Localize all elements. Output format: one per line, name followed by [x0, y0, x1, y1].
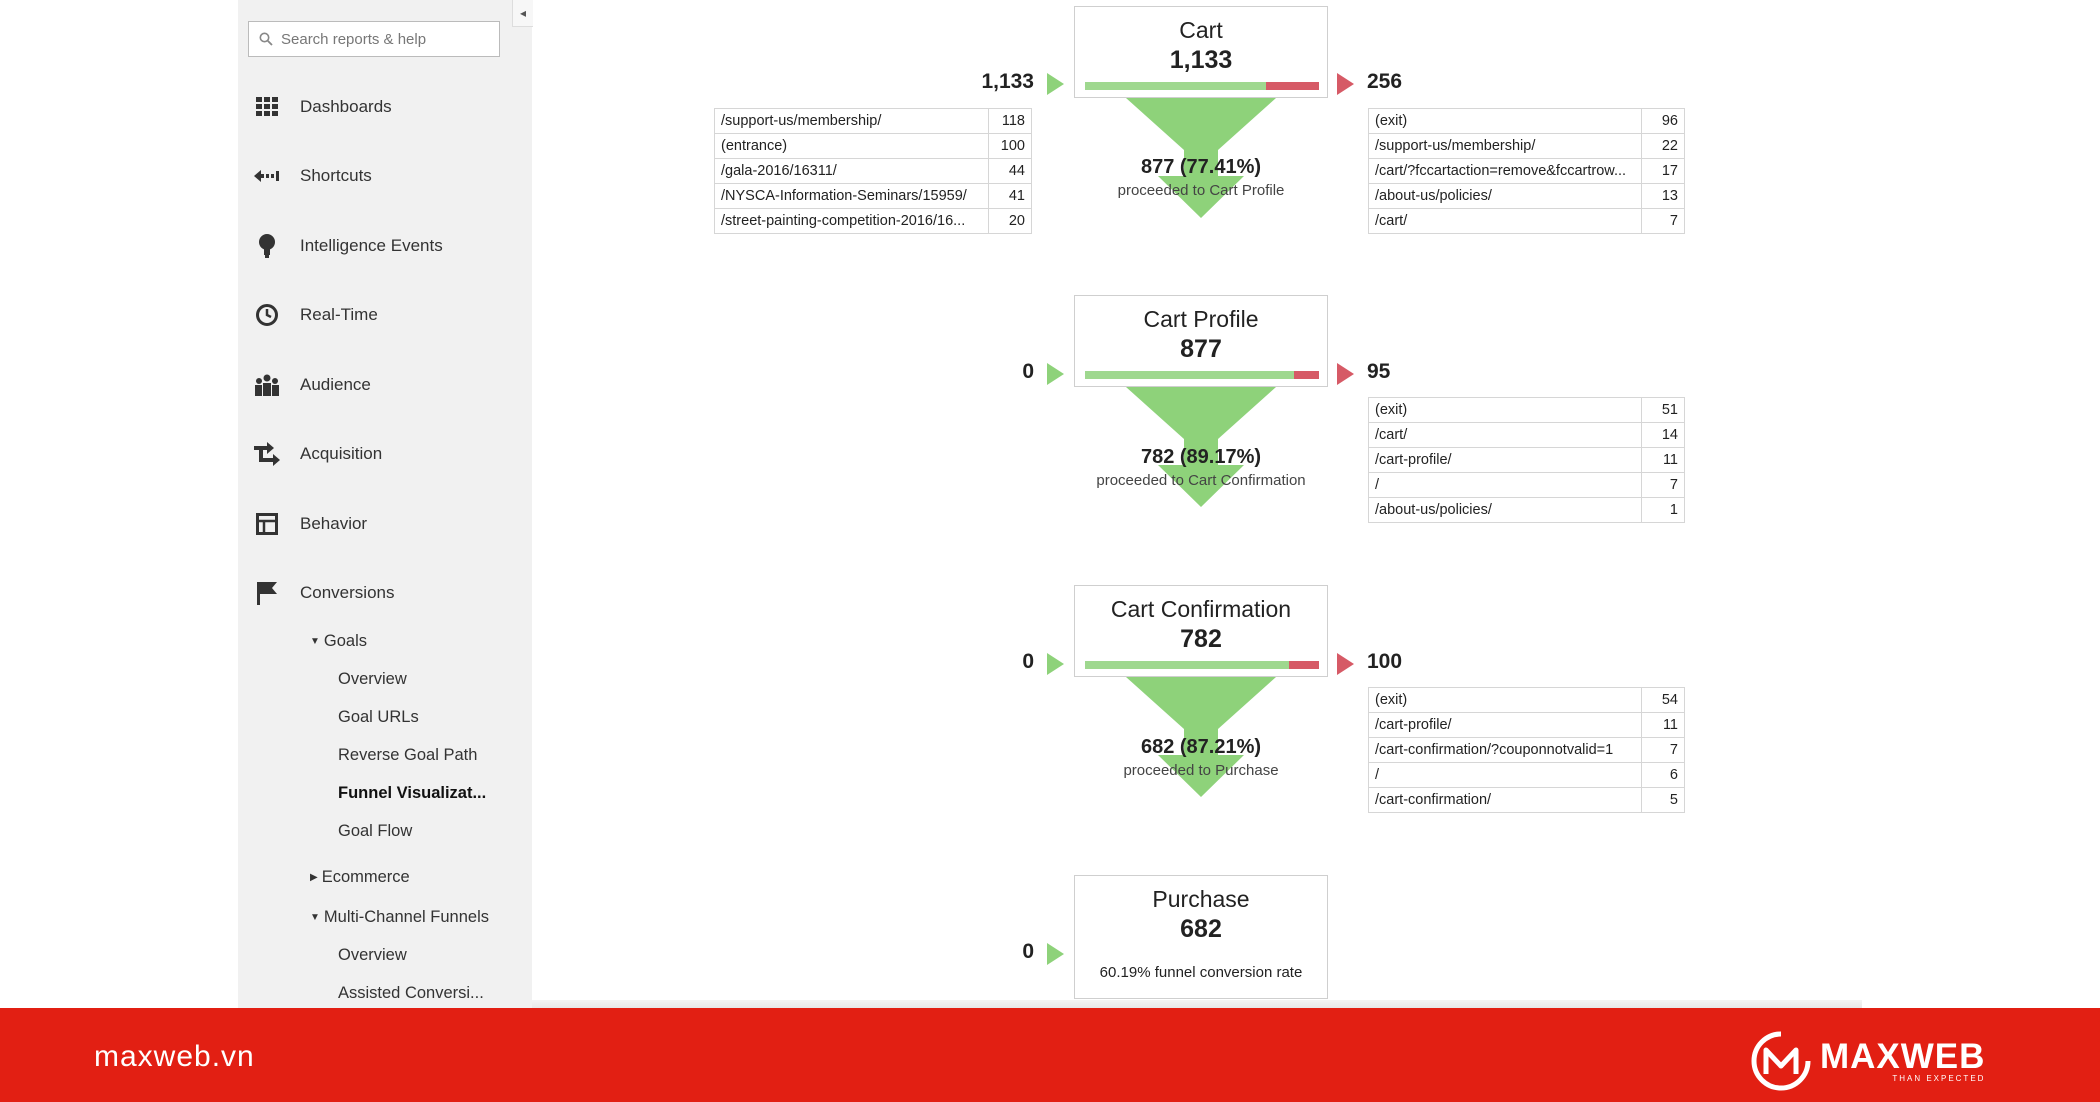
caret-down-icon: ▼	[310, 912, 320, 923]
exit-destinations-table	[1368, 687, 1685, 813]
stage-bar	[1085, 661, 1319, 669]
proceeded-label: proceeded to Cart Confirmation	[1096, 472, 1306, 489]
flag-icon	[254, 580, 280, 606]
stage-bar	[1085, 82, 1319, 90]
stage-bar	[1085, 371, 1319, 379]
stage-entries: 1,133	[981, 70, 1034, 93]
funnel-conversion-rate: 60.19% funnel conversion rate	[1099, 964, 1303, 981]
caret-down-icon: ▼	[310, 636, 320, 647]
entry-page: /street-painting-competition-2016/16...	[715, 209, 989, 234]
layout-icon	[254, 511, 280, 537]
logo-tagline: THAN EXPECTED	[1892, 1073, 1986, 1083]
multichannel-label: Multi-Channel Funnels	[323, 908, 489, 926]
exit-page: /cart-confirmation/	[1369, 788, 1642, 813]
stage-bar-proceed	[1085, 371, 1294, 379]
exit-arrow-icon	[1337, 363, 1354, 385]
goal-urls-link[interactable]: Goal URLs	[338, 708, 419, 726]
entry-page: /gala-2016/16311/	[715, 159, 989, 184]
exit-page: /	[1369, 763, 1642, 788]
stage-entries: 0	[1022, 360, 1034, 383]
stage-exits: 256	[1367, 70, 1403, 93]
goal-flow-link[interactable]: Goal Flow	[338, 822, 413, 840]
stage-name: Cart	[1179, 17, 1223, 43]
footer-banner	[0, 1008, 2100, 1102]
entry-value: 20	[989, 209, 1032, 234]
table-row[interactable]	[1369, 448, 1685, 473]
caret-right-icon: ▶	[310, 872, 318, 883]
nav-label: Shortcuts	[300, 166, 372, 185]
entry-arrow-icon	[1047, 363, 1064, 385]
table-row[interactable]	[1369, 738, 1685, 763]
exit-value: 51	[1642, 398, 1685, 423]
shortcut-arrow-icon	[254, 163, 280, 189]
lightbulb-icon	[254, 233, 280, 259]
nav-label: Intelligence Events	[300, 236, 443, 255]
stage-exits: 100	[1367, 650, 1403, 673]
stage-name: Cart Profile	[1143, 306, 1259, 332]
table-row[interactable]	[715, 159, 1032, 184]
exit-page: /cart-profile/	[1369, 448, 1642, 473]
clock-icon	[254, 302, 280, 328]
table-row[interactable]	[1369, 159, 1685, 184]
search-box[interactable]	[248, 21, 500, 57]
exit-destinations-table	[1368, 397, 1685, 523]
entry-value: 41	[989, 184, 1032, 209]
stage-count: 682	[1180, 915, 1222, 943]
nav-intelligence-events[interactable]	[254, 228, 443, 264]
nav-behavior[interactable]	[254, 506, 367, 542]
table-row[interactable]	[1369, 184, 1685, 209]
nav-label: Acquisition	[300, 444, 383, 463]
table-row[interactable]	[715, 109, 1032, 134]
collapse-sidebar-button[interactable]: ◂	[512, 0, 533, 27]
entry-value: 118	[989, 109, 1032, 134]
goals-label: Goals	[323, 632, 368, 650]
table-row[interactable]	[1369, 498, 1685, 523]
exit-page: /cart/	[1369, 423, 1642, 448]
grid-icon	[254, 94, 280, 120]
stage-entries: 0	[1022, 650, 1034, 673]
nav-label: Conversions	[300, 583, 395, 602]
exit-page: /support-us/membership/	[1369, 134, 1642, 159]
entry-page: (entrance)	[715, 134, 989, 159]
exit-value: 96	[1642, 109, 1685, 134]
exit-page: /cart/	[1369, 209, 1642, 234]
maxweb-logo	[1750, 1030, 1985, 1092]
table-row[interactable]	[1369, 688, 1685, 713]
proceeded-label: proceeded to Cart Profile	[1117, 182, 1285, 199]
ecommerce-label: Ecommerce	[321, 868, 410, 886]
stage-bar-exit	[1289, 661, 1319, 669]
exit-page: /about-us/policies/	[1369, 498, 1642, 523]
exit-value: 7	[1642, 473, 1685, 498]
table-row[interactable]	[1369, 209, 1685, 234]
stage-entries: 0	[1022, 940, 1034, 963]
goals-toggle[interactable]	[310, 632, 367, 651]
exit-value: 11	[1642, 448, 1685, 473]
table-row[interactable]	[1369, 134, 1685, 159]
stage-exits: 95	[1367, 360, 1391, 383]
exit-value: 22	[1642, 134, 1685, 159]
stage-name: Cart Confirmation	[1110, 596, 1292, 622]
funnel-stage[interactable]	[1074, 295, 1328, 387]
exit-page: /	[1369, 473, 1642, 498]
stage-count: 782	[1180, 625, 1222, 653]
ecommerce-toggle[interactable]	[310, 868, 410, 887]
nav-shortcuts[interactable]	[254, 158, 372, 194]
content-bottom-edge	[532, 1000, 1862, 1008]
nav-dashboards[interactable]	[254, 89, 392, 125]
table-row[interactable]	[1369, 423, 1685, 448]
stage-bar-exit	[1266, 82, 1319, 90]
acquisition-arrows-icon	[254, 441, 280, 467]
exit-value: 11	[1642, 713, 1685, 738]
nav-label: Dashboards	[300, 97, 392, 116]
funnel-stage[interactable]	[1074, 6, 1328, 98]
multichannel-toggle[interactable]	[310, 908, 489, 927]
exit-page: /cart-profile/	[1369, 713, 1642, 738]
table-row[interactable]	[1369, 109, 1685, 134]
stage-count: 1,133	[1169, 46, 1233, 74]
proceeded-label: proceeded to Purchase	[1123, 762, 1279, 779]
search-icon	[259, 32, 273, 46]
entry-arrow-icon	[1047, 73, 1064, 95]
logo-name: MAXWEB	[1820, 1036, 1986, 1076]
exit-page: (exit)	[1369, 398, 1642, 423]
nav-real-time[interactable]	[254, 297, 378, 333]
exit-value: 14	[1642, 423, 1685, 448]
table-row[interactable]	[1369, 788, 1685, 813]
table-row[interactable]	[715, 184, 1032, 209]
nav-label: Behavior	[300, 514, 368, 533]
stage-count: 877	[1180, 335, 1222, 363]
table-row[interactable]	[1369, 473, 1685, 498]
assisted-conversions-link[interactable]: Assisted Conversi...	[338, 984, 484, 1002]
exit-value: 6	[1642, 763, 1685, 788]
proceeded-count: 682 (87.21%)	[1140, 736, 1262, 758]
proceeded-count: 782 (89.17%)	[1140, 446, 1262, 468]
reverse-goal-path-link[interactable]: Reverse Goal Path	[338, 746, 478, 764]
nav-label: Real-Time	[300, 305, 378, 324]
nav-audience[interactable]	[254, 367, 371, 403]
table-row[interactable]	[715, 209, 1032, 234]
exit-value: 7	[1642, 738, 1685, 763]
exit-value: 5	[1642, 788, 1685, 813]
exit-arrow-icon	[1337, 73, 1354, 95]
table-row[interactable]	[1369, 398, 1685, 423]
nav-acquisition[interactable]	[254, 436, 382, 472]
people-icon	[254, 372, 280, 398]
search-input[interactable]	[279, 30, 493, 49]
exit-value: 1	[1642, 498, 1685, 523]
stage-bar-proceed	[1085, 82, 1266, 90]
entry-arrow-icon	[1047, 653, 1064, 675]
entry-value: 100	[989, 134, 1032, 159]
entry-value: 44	[989, 159, 1032, 184]
exit-value: 54	[1642, 688, 1685, 713]
exit-page: (exit)	[1369, 688, 1642, 713]
funnel-stage[interactable]	[1074, 875, 1328, 999]
exit-page: (exit)	[1369, 109, 1642, 134]
table-row[interactable]	[1369, 763, 1685, 788]
footer-site-url[interactable]: maxweb.vn	[94, 1040, 255, 1073]
stage-bar-proceed	[1085, 661, 1289, 669]
exit-value: 7	[1642, 209, 1685, 234]
goals-overview-link[interactable]: Overview	[338, 670, 407, 688]
table-row[interactable]	[715, 134, 1032, 159]
nav-conversions[interactable]	[254, 575, 395, 611]
maxweb-logo-mark-icon	[1750, 1030, 1812, 1092]
stage-bar-exit	[1294, 371, 1319, 379]
entry-page: /support-us/membership/	[715, 109, 989, 134]
exit-value: 13	[1642, 184, 1685, 209]
exit-value: 17	[1642, 159, 1685, 184]
funnel-stage[interactable]	[1074, 585, 1328, 677]
funnel-visualization-link[interactable]: Funnel Visualizat...	[338, 784, 487, 802]
exit-arrow-icon	[1337, 653, 1354, 675]
exit-page: /cart-confirmation/?couponnotvalid=1	[1369, 738, 1642, 763]
exit-page: /cart/?fccartaction=remove&fccartrow...	[1369, 159, 1642, 184]
table-row[interactable]	[1369, 713, 1685, 738]
entry-page: /NYSCA-Information-Seminars/15959/	[715, 184, 989, 209]
nav-label: Audience	[300, 375, 371, 394]
exit-page: /about-us/policies/	[1369, 184, 1642, 209]
proceeded-count: 877 (77.41%)	[1140, 156, 1262, 178]
mcf-overview-link[interactable]: Overview	[338, 946, 407, 964]
entry-arrow-icon	[1047, 943, 1064, 965]
stage-name: Purchase	[1152, 886, 1250, 912]
entry-sources-table	[714, 108, 1032, 234]
sidebar	[238, 0, 532, 1008]
exit-destinations-table	[1368, 108, 1685, 234]
